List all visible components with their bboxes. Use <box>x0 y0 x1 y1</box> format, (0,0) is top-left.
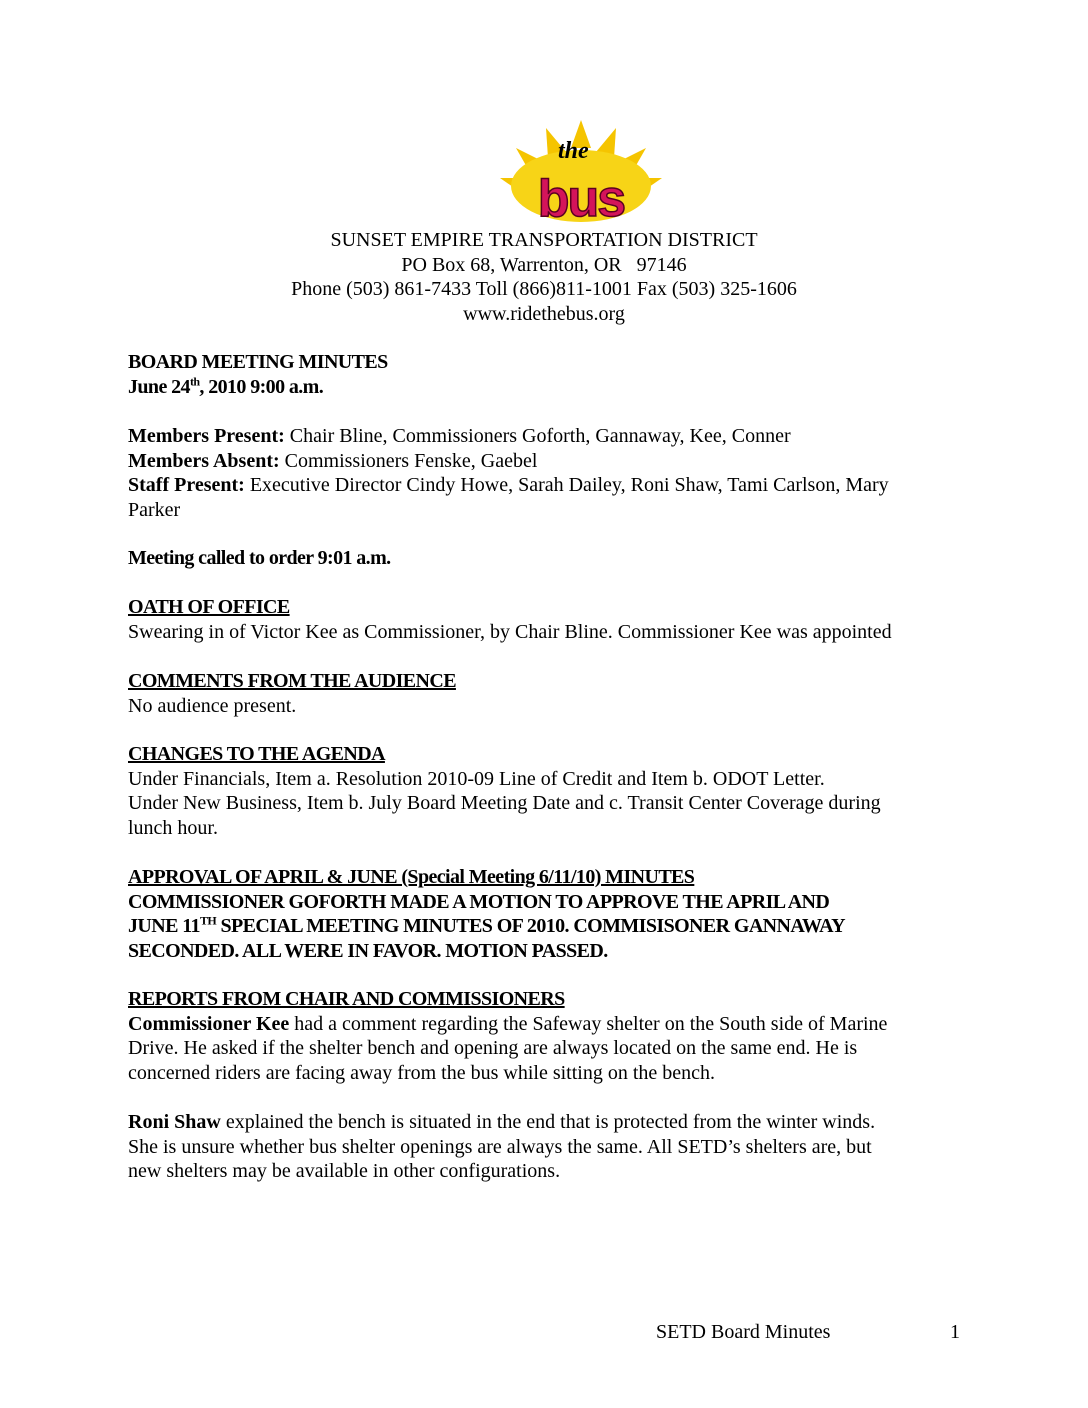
section-heading: OATH OF OFFICE <box>128 596 290 618</box>
report-text: concerned riders are facing away from the bus while sitting on the bench. <box>128 1061 716 1084</box>
report-paragraph: Roni Shaw explained the bench is situated in the end that is protected from the winter winds. <box>128 1110 876 1133</box>
motion-text: COMMISSIONER GOFORTH MADE A MOTION TO APPROVE THE APRIL AND <box>128 890 830 913</box>
address: PO Box 68, Warrenton, OR 97146 <box>401 253 687 276</box>
contact-phone: Phone (503) 861-7433 Toll (866)811-1001 Fax (503) 325-1606 <box>291 278 797 301</box>
staff-present-cont: Parker <box>128 498 181 521</box>
staff-present: Staff Present: Executive Director Cindy Howe, Sarah Dailey, Roni Shaw, Tami Carlson, Mary <box>128 474 889 497</box>
section-heading: REPORTS FROM CHAIR AND COMMISSIONERS <box>128 988 565 1010</box>
section-changes <box>128 742 968 840</box>
section-text: Under Financials, Item a. Resolution 2010-09 Line of Credit and Item b. ODOT Letter. <box>128 767 825 790</box>
report-text: She is unsure whether bus shelter openings are always the same. All SETD’s shelters are, but <box>128 1135 872 1158</box>
svg-text:bus: bus <box>537 170 625 224</box>
title-heading: BOARD MEETING MINUTES <box>128 351 388 373</box>
meeting-date: June 24th, 2010 9:00 a.m. <box>128 373 324 398</box>
section-heading: CHANGES TO THE AGENDA <box>128 743 385 765</box>
section-text: No audience present. <box>128 694 297 717</box>
report-paragraph: Commissioner Kee had a comment regarding the Safeway shelter on the South side of Marine <box>128 1012 888 1035</box>
section-text: lunch hour. <box>128 816 218 839</box>
document-title <box>128 350 968 399</box>
svg-text:the: the <box>558 138 589 164</box>
motion-text: SECONDED. ALL WERE IN FAVOR. MOTION PASSED. <box>128 939 608 962</box>
the-bus-logo <box>496 118 666 224</box>
section-heading: COMMENTS FROM THE AUDIENCE <box>128 670 456 692</box>
org-name: SUNSET EMPIRE TRANSPORTATION DISTRICT <box>330 229 758 251</box>
page-number: 1 <box>950 1321 960 1343</box>
report-text: Drive. He asked if the shelter bench and opening are always located on the same end. He is <box>128 1037 858 1060</box>
letterhead <box>0 228 1088 326</box>
section-heading: APPROVAL OF APRIL & JUNE (Special Meeting 6/11/10) MINUTES <box>128 866 695 888</box>
section-text: Under New Business, Item b. July Board Meeting Date and c. Transit Center Coverage during <box>128 792 881 815</box>
section-oath <box>128 595 968 644</box>
section-approval <box>128 865 968 963</box>
motion-text: JUNE 11TH SPECIAL MEETING MINUTES OF 2010. COMMISISONER GANNAWAY <box>128 913 846 938</box>
section-comments <box>128 669 968 718</box>
footer-label: SETD Board Minutes <box>656 1321 831 1343</box>
called-to-order: Meeting called to order 9:01 a.m. <box>128 547 391 569</box>
attendance <box>128 424 968 522</box>
members-present: Members Present: Chair Bline, Commissioners Goforth, Gannaway, Kee, Conner <box>128 425 791 447</box>
website-link[interactable]: www.ridethebus.org <box>463 302 625 325</box>
section-reports <box>128 987 968 1184</box>
members-absent: Members Absent: Commissioners Fenske, Gaebel <box>128 449 538 472</box>
report-text: new shelters may be available in other configurations. <box>128 1160 561 1183</box>
section-text: Swearing in of Victor Kee as Commissioner, by Chair Bline. Commissioner Kee was appointed <box>128 620 892 643</box>
